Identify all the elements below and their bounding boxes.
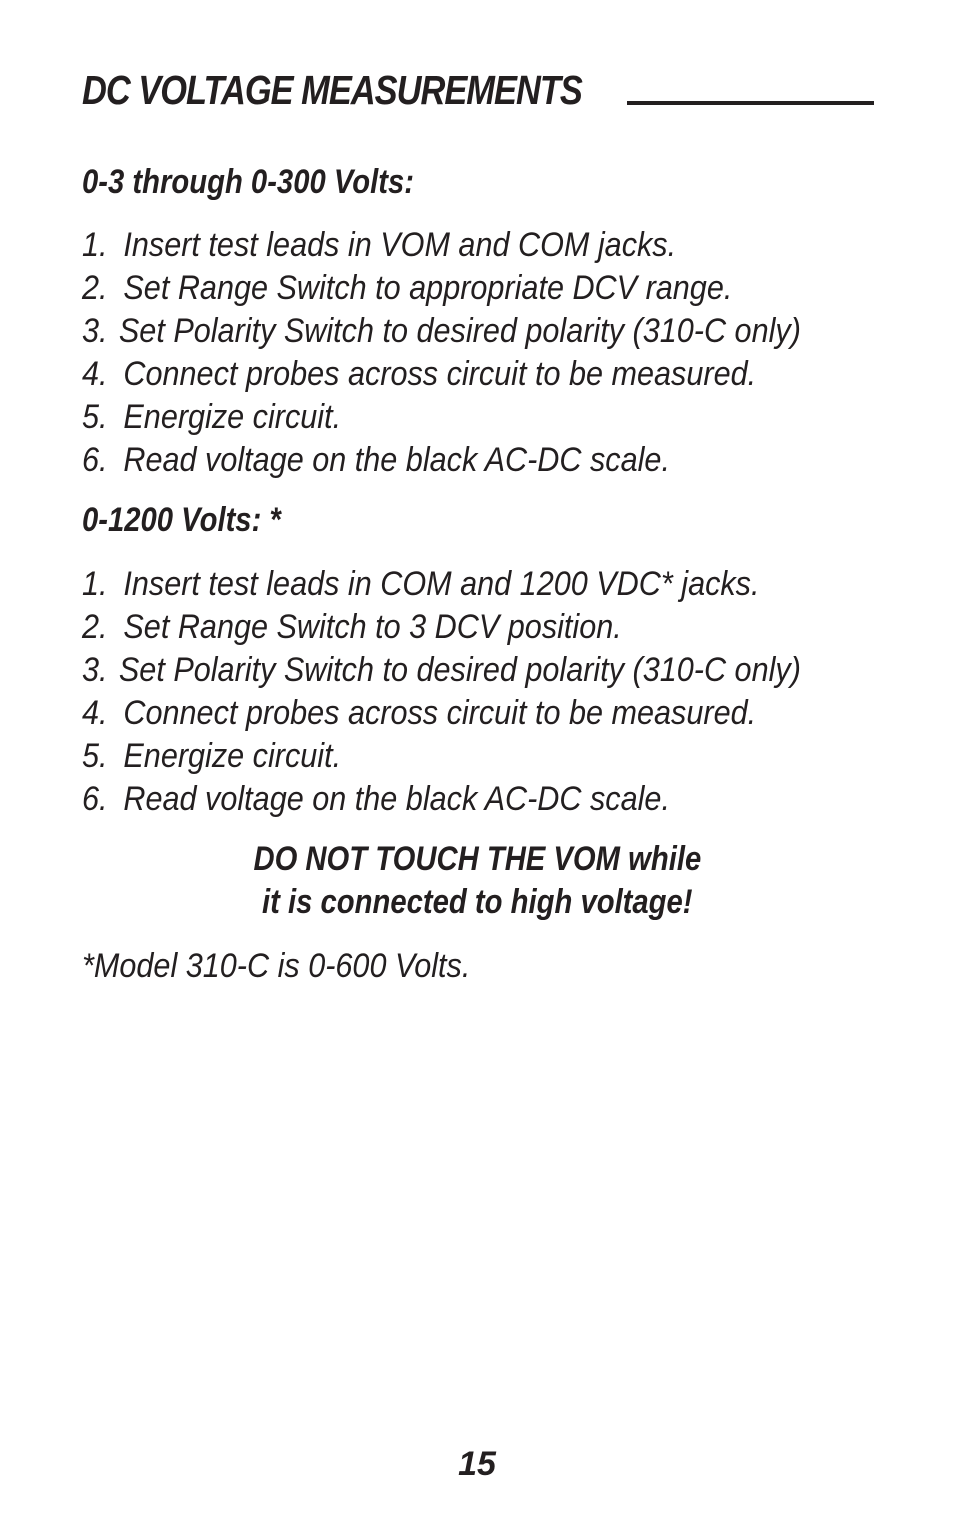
section-heading-low-range: 0-3 through 0-300 Volts: bbox=[82, 163, 414, 201]
list-item bbox=[82, 606, 801, 649]
footnote: *Model 310-C is 0-600 Volts. bbox=[82, 947, 471, 985]
list-item bbox=[82, 310, 801, 353]
step-number: 1. bbox=[82, 226, 108, 264]
section-heading-high-range: 0-1200 Volts: * bbox=[82, 501, 281, 539]
step-number: 6. bbox=[82, 780, 108, 818]
step-number: 3. bbox=[82, 312, 108, 350]
title-rule bbox=[627, 101, 874, 105]
step-text: Energize circuit. bbox=[123, 398, 342, 436]
list-item bbox=[82, 353, 801, 396]
list-item bbox=[82, 778, 801, 821]
step-text: Energize circuit. bbox=[123, 737, 342, 775]
list-item bbox=[82, 649, 801, 692]
step-number: 6. bbox=[82, 441, 108, 479]
step-text: Set Range Switch to 3 DCV position. bbox=[123, 608, 622, 646]
step-text: Insert test leads in VOM and COM jacks. bbox=[123, 226, 677, 264]
warning-line-1 bbox=[0, 838, 954, 881]
list-item bbox=[82, 439, 801, 482]
step-number: 5. bbox=[82, 398, 108, 436]
list-item bbox=[82, 396, 801, 439]
step-text: Connect probes across circuit to be measured. bbox=[123, 355, 757, 393]
page-title: DC VOLTAGE MEASUREMENTS bbox=[82, 67, 582, 113]
warning-text: it is connected to high voltage! bbox=[261, 883, 693, 921]
step-text: Read voltage on the black AC-DC scale. bbox=[123, 780, 670, 818]
title-row bbox=[82, 68, 874, 113]
step-number: 1. bbox=[82, 565, 108, 603]
step-text: Set Polarity Switch to desired polarity (310-C only) bbox=[118, 312, 801, 350]
step-number: 5. bbox=[82, 737, 108, 775]
list-item bbox=[82, 224, 801, 267]
steps-list-high-range bbox=[82, 563, 881, 821]
step-text: Connect probes across circuit to be measured. bbox=[123, 694, 757, 732]
list-item bbox=[82, 563, 801, 606]
list-item bbox=[82, 267, 801, 310]
step-text: Insert test leads in COM and 1200 VDC* jacks. bbox=[123, 565, 760, 603]
step-text: Set Polarity Switch to desired polarity (310-C only) bbox=[118, 651, 801, 689]
steps-list-low-range bbox=[82, 224, 881, 482]
step-number: 2. bbox=[82, 269, 108, 307]
step-text: Set Range Switch to appropriate DCV range. bbox=[123, 269, 733, 307]
page-number: 15 bbox=[458, 1445, 496, 1483]
list-item bbox=[82, 735, 801, 778]
warning-text: DO NOT TOUCH THE VOM while bbox=[253, 840, 701, 878]
step-text: Read voltage on the black AC-DC scale. bbox=[123, 441, 670, 479]
step-number: 4. bbox=[82, 694, 108, 732]
step-number: 4. bbox=[82, 355, 108, 393]
warning-line-2 bbox=[0, 881, 954, 924]
step-number: 3. bbox=[82, 651, 108, 689]
list-item bbox=[82, 692, 801, 735]
step-number: 2. bbox=[82, 608, 108, 646]
